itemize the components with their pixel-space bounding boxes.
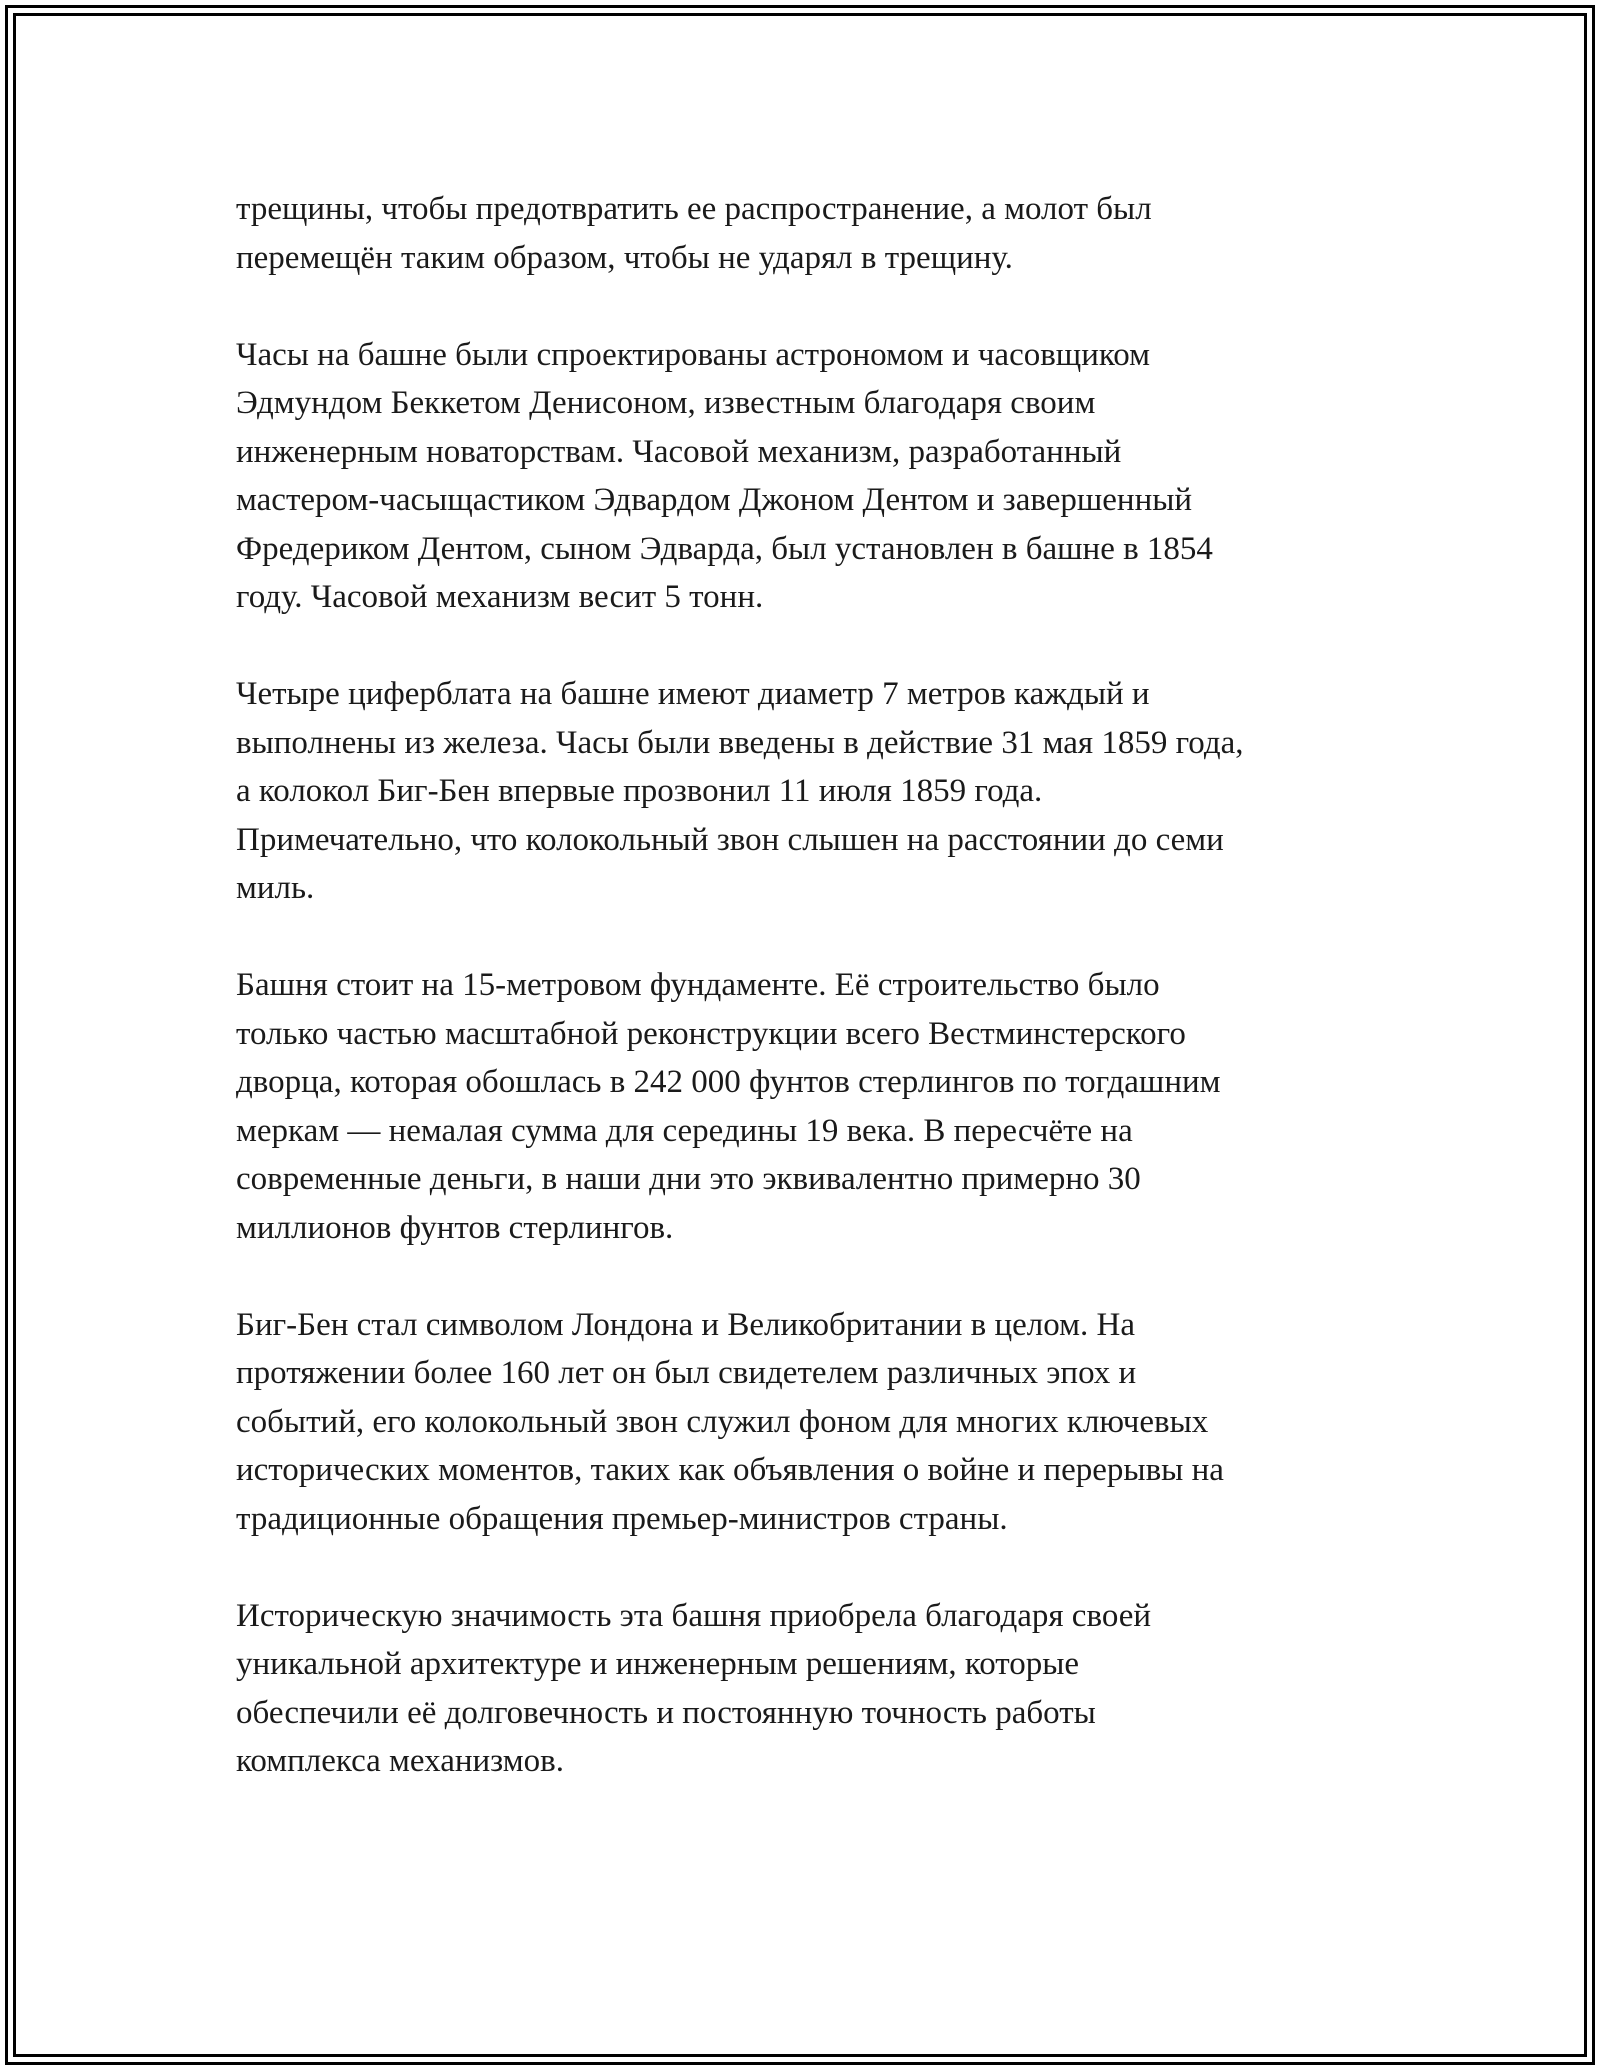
text-line: Биг-Бен стал символом Лондона и Великобритании в целом. На bbox=[236, 1306, 1135, 1343]
text-line: исторических моментов, таких как объявления о войне и перерывы на bbox=[236, 1452, 1224, 1488]
document-body bbox=[236, 185, 1386, 1834]
text-line: инженерным новаторствам. Часовой механизм, разработанный bbox=[236, 433, 1122, 470]
text-line: современные деньги, в наши дни это эквивалентно примерно 30 bbox=[236, 1161, 1141, 1197]
paragraph-clock-design bbox=[236, 331, 1386, 622]
text-line: Эдмундом Беккетом Денисоном, известным благодаря своим bbox=[236, 385, 1096, 421]
text-line: протяжении более 160 лет он был свидетелем различных эпох и bbox=[236, 1355, 1137, 1391]
text-line: комплекса механизмов. bbox=[236, 1743, 564, 1779]
text-line: обеспечили её долговечность и постоянную точность работы bbox=[236, 1694, 1096, 1731]
text-line: а колокол Биг-Бен впервые прозвонил 11 июля 1859 года. bbox=[236, 773, 1043, 809]
text-line: выполнены из железа. Часы были введены в действие 31 мая 1859 года, bbox=[236, 724, 1244, 761]
paragraph-clock-faces bbox=[236, 670, 1386, 913]
text-line: мастером-часыщастиком Эдвардом Джоном Дентом и завершенный bbox=[236, 482, 1193, 518]
text-line: Историческую значимость эта башня приобрела благодаря своей bbox=[236, 1597, 1152, 1634]
paragraph-symbol bbox=[236, 1301, 1386, 1544]
text-line: миллионов фунтов стерлингов. bbox=[236, 1209, 674, 1246]
text-line: уникальной архитектуре и инженерным решениям, которые bbox=[236, 1646, 1080, 1682]
text-line: Примечательно, что колокольный звон слышен на расстоянии до семи bbox=[236, 821, 1224, 858]
text-line: меркам — немалая сумма для середины 19 века. В пересчёте на bbox=[236, 1112, 1133, 1149]
text-line: миль. bbox=[236, 870, 315, 906]
paragraph-significance bbox=[236, 1592, 1386, 1786]
text-line: только частью масштабной реконструкции всего Вестминстерского bbox=[236, 1015, 1186, 1052]
paragraph-foundation bbox=[236, 961, 1386, 1252]
text-line: дворца, которая обошлась в 242 000 фунтов стерлингов по тогдашним bbox=[236, 1064, 1221, 1100]
text-line: Часы на башне были спроектированы астрономом и часовщиком bbox=[236, 336, 1150, 373]
text-line: Фредериком Дентом, сыном Эдварда, был установлен в башне в 1854 bbox=[236, 530, 1213, 567]
text-line: перемещён таким образом, чтобы не ударял в трещину. bbox=[236, 239, 1013, 276]
text-line: году. Часовой механизм весит 5 тонн. bbox=[236, 579, 764, 615]
text-line: Башня стоит на 15-метровом фундаменте. Её строительство было bbox=[236, 967, 1160, 1003]
text-line: традиционные обращения премьер-министров страны. bbox=[236, 1500, 1008, 1537]
text-line: трещины, чтобы предотвратить ее распространение, а молот был bbox=[236, 191, 1152, 227]
text-line: событий, его колокольный звон служил фоном для многих ключевых bbox=[236, 1403, 1209, 1440]
text-line: Четыре циферблата на башне имеют диаметр 7 метров каждый и bbox=[236, 676, 1150, 712]
paragraph-crack bbox=[236, 185, 1386, 282]
